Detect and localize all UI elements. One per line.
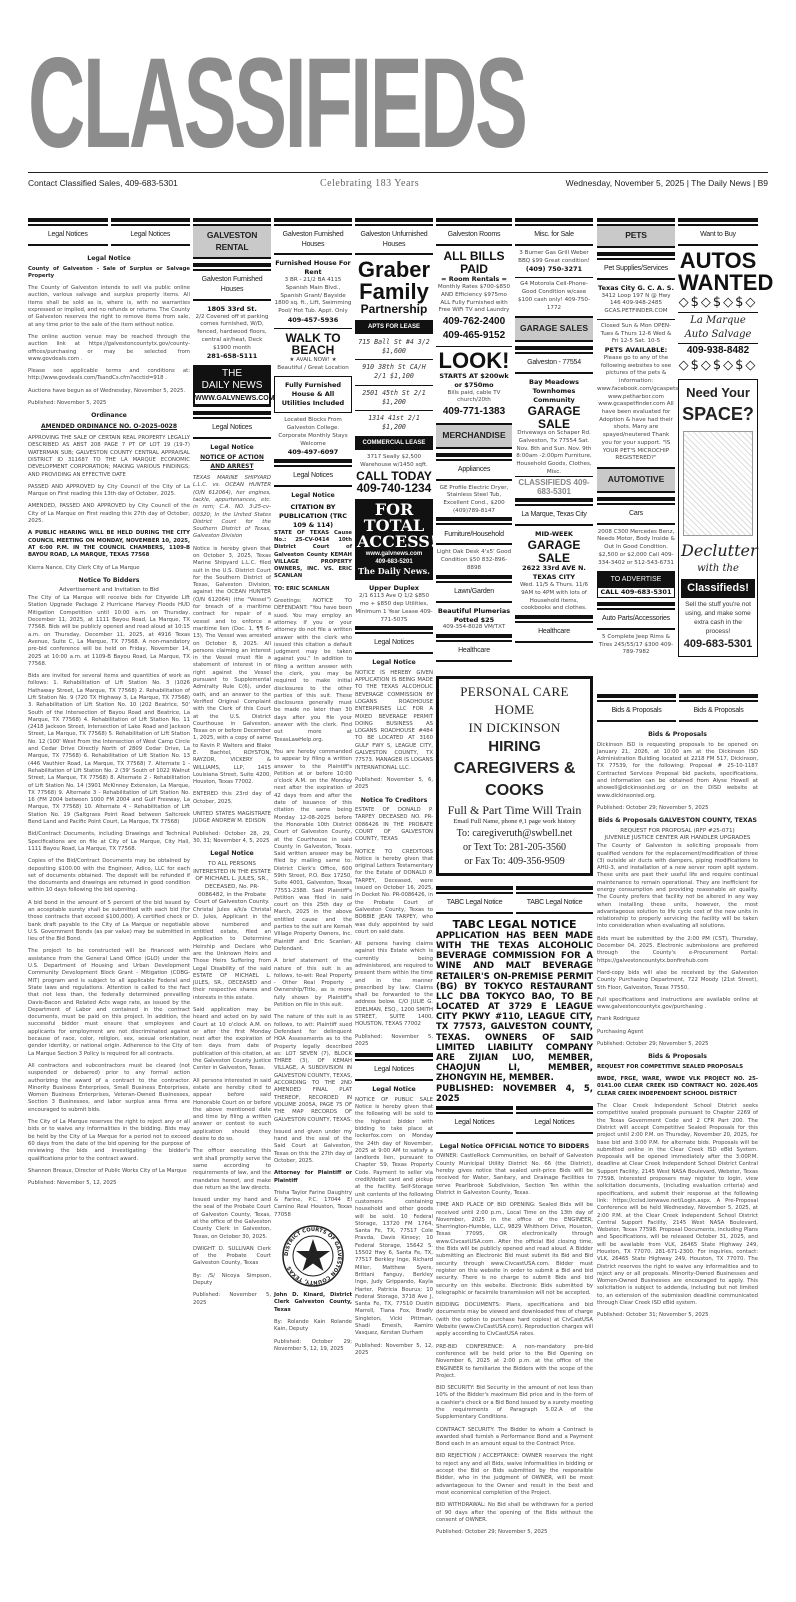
notice-bold-text: REQUEST FOR COMPETITIVE SEALED PROPOSALS <box>597 1063 744 1070</box>
notice-paragraph: NOTICE TO CREDITORS Notice is hereby given that original Letters Testamentary for the Estate of DONALD P. TARPEY, Deceased, were issued on October 16, 2025, in Docket No. PR-0086426, in the Probate Court of Galveston County, Texas to BOBBIE JEAN TARPEY, who was duly appointed by said court on said date. <box>355 848 433 935</box>
section-header-label: PETS <box>597 224 675 248</box>
daily-news-name: THE <box>222 368 242 380</box>
ad-text: Located Blocks From Galveston College. Corporate Monthly Stays Welcome <box>278 417 348 447</box>
section-header-label: Pet Supplies/Services <box>597 258 675 280</box>
ad-text: 3412 Loop 197 N @ Hwy 146 409-948-2485 GCAS.PETFINDER.COM <box>601 292 671 315</box>
ad-text: Bills paid, cable TV church/20th <box>447 389 501 404</box>
notice-heading: Bids & Proposals <box>648 1053 707 1061</box>
notice-paragraph: NOTICE IS HEREBY GIVEN APPLICATION IS BEING MADE TO THE TEXAS ALCOHOLIC BEVERAGE COMMISSION BY LOGANS ROADHOUSE ENTERPRISES LLC FOR A MIXED BEVERAGE PERMIT DOING BUSINESS AS LOGANS ROADHOUSE #484 TO BE LOCATED AT 3160 GULF FWY S, LEAGUE CITY, GALVESTON COUNTY, TX 77573. MANAGER IS LOGANS INTERNATIONAL LLC. <box>355 669 433 771</box>
notice-paragraph: UNITED STATES MAGISTRATE JUDGE ANDREW M. EDISON <box>193 811 271 825</box>
section-header-label: Legal Notices <box>355 1059 433 1081</box>
section-header <box>515 346 593 374</box>
section-header <box>436 218 512 246</box>
listing-banner <box>355 320 433 334</box>
section-header <box>597 252 675 280</box>
notice-paragraph: Bids are invited for several items and quantities of work as follows: 1. Rehabilitation of Lift Station No. 3 (1026 Hathaway Street, La Marque, TX 77568) 2. Rehabilitation of Lift Station No. 9 (720 TX Highway 3, La Marque, TX 77568) 3. Rehabilitation of Lift Station No. 10 (202 Beatrice, 50' South of the Intersection of Bayou Road and Beatrice, La Marque, TX 77568) 4. Rehabilitation of Lift Station No. 11 (2418 Jackson Street, Intersection of Lake Road and Jackson Street, La Marque, TX 77568) 5. Rehabilitation of Lift Station No. 12 (100' West From the Intersection of West Camp Circle and Cedar Drive Directly North of 2809 Cedar Drive, La Marque, TX 77568) 6. Rehabilitation of Lift Station No. 13 (446 Vauthier Road, La Marque, TX 77568) 7. Alternate 1 - Rehabilitation of Lift Station No. 2 (39' South of 1022 Walnut Street, La Marque, TX 77568) 8. Alternate 2 - Rehabilitation of Lift Station No. 14 (3901 McKinney Extension, La Marque, TX 77568) 9. Alternate 3 - Rehabilitation of Lift Station No. 16 (FM 2004 between 1000 FM 2004 and Gulf Freeway, La Marque, TX 77568) 10. Alternate 4 - Rehabilitation of Lift Station No. 19 (Saltgrass Point Road between Saltcreek Bend Land and Pacific Point Court, La Marque, TX 77568) <box>28 673 190 826</box>
section-header-label: Bids & Proposals <box>597 700 676 722</box>
section-header-label: Galveston Furnished Houses <box>193 269 271 300</box>
declutter-ad-line: SPACE? <box>682 404 754 425</box>
tabc-body: APPLICATION HAS BEEN MADE WITH THE TEXAS ALCOHOLIC BEVERAGE COMMISSION FOR A WINE AND MALT BEVERAGE RETAILER'S ON-PREMISE PERMIT (BG) BY TOKYCO RESTAURANT LLC DBA TOKYCO BAO, TO BE LOCATED AT 3729 E LEAGUE CITY PKWY #110, LEAGUE CITY, TX 77573, GALVESTON COUNTY, TEXAS. OWNERS OF SAID LIMITED LIABILITY COMPANY ARE ZIJIAN LUO, MEMBER, CHAOJUN LI, MEMBER, ZHONGYIN HE, MEMBER. <box>436 930 593 1084</box>
notice-heading: Legal Notice <box>210 443 254 451</box>
section-header-label: Lawn/Garden <box>436 581 512 603</box>
notice-heading: Notice To Bidders <box>78 576 140 584</box>
section-header <box>193 263 271 300</box>
notice-paragraph: Greetings: NOTICE TO DEFENDANT: "You have been sued. You may employ an attorney. If you or your attorney do not file a written answer with the clerk who issued this citation a default judgment may be taken against you." In addition to filing a written answer with the clerk, you may be required to make initial disclosures to the other parties of this suit. These disclosures generally must be made no later than 30 days after you file your answer with the clerk. Find out more at TexasLawHelp.org. <box>274 598 352 743</box>
declutter-ad <box>678 379 758 657</box>
notice-paragraph: APPROVING THE SALE OF CERTAIN REAL PROPERTY LEGALLY DESCRIBED AS ABST 208 PAGE 7 PT OF LOT 19 (19-7) WATERMAN SUB; GALVESTON COUNTY CENTRAL APPRAISAL DISTRICT ID 311687 TO THE LA MARQUE ECONOMIC DEVELOPMENT CORPORATION; MAKING VARIOUS FINDINGS; AND PROVIDING AN EFFECTIVE DATE <box>28 435 190 478</box>
notice-paragraph: OWNER: CastleRock Communities, on behalf of Galveston County Municipal Utility District No. 66 (the District), hereby gives notice that sealed unit-price Bids will be received for Water, Sanitary, and Drainage Facilities to serve Pearlbrook Subdivision, Section Ten within the District in Galveston County, Texas. <box>436 1153 593 1196</box>
ad-text: 2008 C300 Mercedes Benz, Needs Motor, Body Inside & Out In Good Condition. $2,500 or $2,000 Call 409-334-3402 or 512-543-6731 <box>597 528 675 566</box>
notice-paragraph: The online auction venue may be reached through the auction link at https://galvestoncountytx.gov/county-offices/purchasing or may be selected from www.govdeals.com . <box>28 333 190 362</box>
section-header-label: Galveston - 77554 <box>515 352 593 374</box>
notice-paragraph: The officer executing this writ shall promptly serve the same according to requirements of law, and the mandates hereof, and make due return as the law directs. <box>193 1148 271 1191</box>
notice-paragraph: NOTICE OF PUBLIC SALE Notice is hereby given that the following will be sold to the highest bidder with bidding to take place at lockerfox.com on Monday the 24th day of November, 2025 at 9:00 AM to satisfy a landlords lien, pursuant to Chapter 59, Texas Property Code. Payment to seller via credit/debit card and pickup at the facility. Self-Storage unit contents of the following customers containing household and other goods will be sold. 10 Federal Storage, 13720 FM 1764, Santa Fe, TX, 77517 Cole Pravda, Davis Kinsey; 10 Federal Storage, 15642 S. 15502 Hwy 6, Santa Fe, TX, 77517 Berkley Inge, Richard Miller, Matthew Syers, Brittani Fanguy, Berkley Inge, Judy Grippando, Kayla Harter, Patricia Bourus; 10 Federal Storage, 3718 Ave J, Santa Fe, TX, 77510 Dustin Marrell, Tiana Fox, Bradly Singleton, Vicki Pittman, Shadi Emesih, Ramiro Vasquez, Kerstan Durham <box>355 1096 433 1337</box>
divider <box>355 410 433 411</box>
ad-text: 2/1 6113 Ave Q 1/2 $850 mo + $850 dep Utilities, Minimum 1 Year Lease 409-771-5075 <box>355 593 433 623</box>
declutter-ad-line: Classifieds! <box>681 579 755 598</box>
section-header <box>515 615 593 643</box>
ad-heading: 281-658-5111 <box>206 352 258 361</box>
advertise-label: TO ADVERTISE <box>598 572 674 588</box>
district-court-seal <box>274 1224 352 1288</box>
notice-heading: Legal Notice <box>87 255 131 262</box>
notice-paragraph: Published: October 29; November 5, 2025 <box>597 1041 709 1048</box>
notice-paragraph: Published: November 5, 2025 <box>28 400 107 406</box>
ad-text: Please go to any of the following websites to see pictures of the pets & information: www.facebook.com/gcaspets www.petharbor.com www.gcaspetfinder.com All have been evaluated for Adoption & have had their shots. Many are spayed/neutered Thank you for your support. "IS YOUR PET'S MICROCHIP REGISTERED?" <box>597 354 679 462</box>
notice-paragraph: Published: November 5, 6, 2025 <box>355 776 433 791</box>
column-healthcare-tabc-legal <box>436 676 593 1568</box>
notice-heading: Bids & Proposals <box>648 731 707 738</box>
notice-bold-text: John D. Kinard, District Clerk Galveston County, Texas <box>274 1292 352 1313</box>
listing-text: 715 Ball St #4 3/2 $1,600 <box>358 338 430 356</box>
ad-text: ★ AVAIL NOW! ★ <box>289 357 337 363</box>
notice-paragraph: ENTERED this 23rd day of October, 2025. <box>193 791 271 805</box>
notice-paragraph: The Clear Creek Independent School District seeks competitive sealed proposals pursuant to Chapter 2269 of the Texas Government Code and 2 CFR Part 200. The District will accept Competitive Sealed Proposals for this project until 2:00 P.M. on Thursday, November 20, 2025, for base bid and 3:00 P.M. for alternate bids. Proposals will be submitted online in the Clear Creek ISD eBid System. Proposals will be opened immediately after the 3:00P.M. deadline at Clear Creek Independent School District Central Support Facility, 2145 West NASA Boulevard, Webster, Texas 77598. Interested proposers may register to login, view solicitation documents, (including evaluation criteria) and specifications, and submit their response at the following link: https://ccisd.ionwave.net/Login.aspx. A Pre-Proposal Conference will be held Wednesday, November 5, 2025, at 2:00 P.M. at the Clear Creek Independent School District Central Support Facility, 2145 West NASA Boulevard, Webster, Texas 77598. Proposal Documents, including Plans and Specifications, will be released October 31, 2025, and will be available from VLK, 26465 State Highway 249, Houston, TX 77070. 281-671-2300. For inquiries, contact: VLK, 26465 State Highway 249, Houston, TX 77070. The District reserves the right to waive any informalities and to reject any or all proposals. Minority-Owned Businesses and Women-Owned Businesses are encouraged to apply. This solicitation is subject to addenda, including but not limited to, an extension of the submission deadline communicated through Clear Creek ISD eBid system. <box>597 1103 758 1307</box>
notice-paragraph: PRE-BID CONFERENCE: A non-mandatory pre-bid conference will be held prior to the Bid Opening on November 6, 2025 at 2:00 p.m. at the office of the ENGINEER to familiarize the Bidders with the scope of the Project. <box>436 1343 593 1379</box>
notice-paragraph: Bids must be submitted by the 2:00 PM (CST), Thursday, December 04, 2025. Electronic submissions are preferred through the County's e-Procurement Portal: https://galvestoncountytx.bonfirehub.com <box>597 935 758 964</box>
section-header <box>355 626 433 654</box>
listing-banner <box>355 436 433 450</box>
ad-text: 3717 Seally $2,500 Warehouse w/1450 sqft. <box>360 454 428 468</box>
section-header-pair <box>28 216 190 250</box>
total-access-headline: FOR TOTAL ACCESS! <box>357 499 437 551</box>
section-header-label: Legal Notices <box>516 1112 593 1134</box>
notice-paragraph: All persons interested in said estate are hereby cited to appear before said Honorable Court on or before the above mentioned date and time by filing a written answer or contest to such application should they desire to do so. <box>193 1077 271 1143</box>
ad-phone: 409-771-1383 <box>442 406 506 417</box>
listing-text: 2501 45th St 2/1 $1,200 <box>362 388 426 406</box>
notice-paragraph: Frank Rodriguez <box>597 1016 640 1023</box>
ad-heading: 409-497-6097 <box>287 448 339 457</box>
notice-heading: Legal Notice <box>372 659 416 667</box>
ad-text: GE Profile Electric Dryer, Stainless Steel Tub, Excellent Cond., $200 (409)789-8147 <box>439 484 509 514</box>
notice-paragraph: Kierra Nance, City Clerk City of La Marque <box>28 564 140 571</box>
section-header <box>516 886 593 918</box>
section-header <box>436 634 512 662</box>
ad-heading: PETS AVAILABLE: <box>604 346 668 354</box>
ad-heading: 1805 33rd St. <box>207 304 257 313</box>
section-header <box>436 453 512 481</box>
declutter-ad-line: with the <box>697 563 739 575</box>
divider <box>355 359 433 360</box>
notice-paragraph: The nature of this suit is as follows, to wit: Plaintiff sued Defendant for delinquent HOA Assessments as to the Property legally described as: LOT SEVEN (7), BLOCK THREE (3), OF KEMAH VILLAGE, A SUBDIVISION IN GALVESTON COUNTY, TEXAS, ACCORDING TO THE 2ND AMENDED FINAL PLAT THEREOF, RECORDED IN VOLUME 2005A, PAGE 75 OF THE MAP RECORDS OF GALVESTON COUNTY, TEXAS. <box>274 1014 352 1123</box>
ad-text: Closed Sun & Mon OPEN-Tues & Thurs 12-6 Wed & Fri 12-5 Sat. 10-5 <box>600 322 672 345</box>
ad-text: 2/2 Covered off st parking comes furnished, W/D, fenced, hardwood floors, central air/heat, Deck $1900 month <box>195 313 269 351</box>
daily-news-logo: The Daily News. <box>358 566 430 577</box>
notice-paragraph: Trisha Taylor Farine Daughtry & Farine, P.C. 17044 El Camino Real Houston, Texas 77058 <box>274 1189 352 1218</box>
section-header-label: Bids & Proposals <box>679 700 758 722</box>
caregiver-ad-line: IN DICKINSON <box>468 719 561 735</box>
section-header-label: Misc. for Sale <box>515 224 593 246</box>
ad-text: 5 Complete Jeep Rims & Tires 245/55/17 $300 409-789-7982 <box>598 633 674 656</box>
column-rooms-merchandise <box>436 216 512 674</box>
column-want-to-buy <box>678 216 774 692</box>
caregiver-hiring-ad <box>436 676 593 876</box>
notice-paragraph: Published: October 29; November 5, 2025 <box>597 804 709 811</box>
section-header-pair <box>436 884 593 918</box>
section-header <box>436 1106 513 1138</box>
notice-paragraph: All persons having claims against this Estate which is currently being administered, are required to present them within the time and in the manner prescribed by law. Claims shall be forwarded to the address below. C/O JULIE G. EDELMAN, ESQ., 1200 SMITH STREET, SUITE 1400, HOUSTON, TEXAS 77002 <box>355 941 433 1028</box>
column-bids-proposals <box>597 692 758 1568</box>
ad-heading: Beautiful Plumerias Potted $25 <box>437 606 511 624</box>
section-header-label: Appliances <box>436 459 512 481</box>
notice-paragraph: Published: November 5, 12, 2025 <box>28 1180 117 1187</box>
notice-paragraph: Published: November 5, 2025 <box>193 1292 271 1306</box>
tabc-body: PUBLISHED: NOVEMBER 4, 5, 2025 <box>436 1083 593 1104</box>
section-header-label: TABC Legal Notice <box>516 892 593 914</box>
section-header-label: TABC Legal Notice <box>436 892 513 914</box>
district-court-seal-icon <box>281 1224 345 1288</box>
ad-text: 3 BR - 21/2 BA 4115 Spanish Main Blvd., Spanish Grant/ Bayside 1800 sq. ft., Lift, Swimming Pool/ Hot Tub. Appt. Only <box>274 277 352 315</box>
contact-line: Contact Classified Sales, 409-683-5301 <box>28 178 178 188</box>
section-header <box>193 411 271 439</box>
section-header <box>597 218 675 248</box>
dollar-signs-icon: ◇$◇$◇$◇ <box>678 295 758 310</box>
notice-paragraph: A brief statement of the nature of this suit is as follows, to-wit: Real Property - Other Real Property - Ownership/Title, as is more fully shown by Plaintiff's Petition on file in this suit. <box>274 958 352 1009</box>
notice-paragraph: Auctions have begun as of Wednesday, November 5, 2025. <box>28 387 186 394</box>
section-header <box>436 575 512 603</box>
ad-heading: Furnished House For Rent <box>275 259 351 277</box>
notice-subheading: AMENDED ORDINANCE NO. O-2025-0028 <box>40 422 178 430</box>
section-header <box>436 517 512 545</box>
ad-text: Light Oak Desk 4'x5' Good Condition $50 832-896-8898 <box>436 549 512 571</box>
ad-text: 3 Burner Gas Grill Weber BBQ $99 Great condition! <box>518 250 590 264</box>
notice-paragraph: A bid bond in the amount of 5 percent of the bid issued by an acceptable surety shall be submitted with each bid (for those contracts that exceed $100,000). A certified check or bank draft payable to the City of La Marque or negotiable U.S. Government Bonds (as par value) may be submitted in lieu of the Bid Bond. <box>28 899 190 943</box>
notice-paragraph: Christal Jules a/k/a Christal D. Jules, Applicant in the above numbered and entitled estate, filed an Application to Determine Heirship and Declare who are the Unknown Heirs and Those Heirs Suffering from Legal Disability of the said ESTATE OF MICHAEL L. JULES, SR., DECEASED and their respective shares and interests in this estate. <box>193 907 271 1001</box>
ad-heading: Upper Duplex <box>369 584 419 593</box>
ad-heading: Texas City G. C. A. S. <box>598 283 674 292</box>
notice-paragraph: Hard-copy bids will also be received by the Galveston County Purchasing Department, 722 Moody (21st Street), 5th Floor, Galveston, Texas 77550. <box>597 969 758 991</box>
section-header-label: Furniture/Household <box>436 523 512 545</box>
notice-paragraph: Issued and given under my hand and the seal of the Said Court at Galveston, Texas on this the 27th day of October, 2025. <box>274 1128 352 1164</box>
ad-heading: STARTS AT $200wk or $750mo <box>439 371 509 389</box>
column-pets-automotive <box>597 216 679 692</box>
caregiver-ad-line: Full & Part Time Will Train <box>447 802 582 817</box>
total-access-phone: 409-683-5201 <box>375 559 413 566</box>
notice-heading: Legal Notice <box>372 1086 416 1094</box>
notice-paragraph: CONTRACT SECURITY: The Bidder to whom a Contract is awarded shall furnish a Performance Bond and a Payment Bond each in an amount equal to the Contract Price. <box>436 1426 593 1448</box>
ad-text: REQUEST FOR PROPOSAL (RFP #25-071) <box>620 827 735 834</box>
section-header-label: Want to Buy <box>678 224 758 246</box>
notice-heading: Legal Notice OFFICIAL NOTICE TO BIDDERS <box>439 1142 590 1150</box>
tabc-heading: TABC LEGAL NOTICE <box>452 917 577 931</box>
notice-paragraph: The County of Galveston is soliciting proposals from qualified vendors for the replacement/modification of three (3) outside air ducts with dampers, piping modifications to AHU-3, and installation of a new server room split system. These units are past their useful life and require continual maintenance to remain operational. They are inefficient for energy consumption and providing reasonable air quality. The County prefers that facility not be altered in any way when installing these units, however, the most advantageous solution to life cycle cost of the new units in relationship to properly servicing the facility will be taken into consideration when evaluating all solutions. <box>597 843 758 930</box>
notice-paragraph: Published: October 29; November 5, 2025 <box>436 1529 548 1536</box>
notice-paragraph: BIDDING DOCUMENTS: Plans, specifications and bid documents may be viewed and downloaded free of charge (with the option to purchase hard copies) at CivCastUSA Website (www.CivCastUSA.com). Reproduction charges will apply according to CivCastUSA rates. <box>436 1302 593 1338</box>
notice-bold-text: County of Galveston - Sale of Surplus or Salvage Property <box>28 265 190 279</box>
divider <box>597 319 675 320</box>
ad-display-headline: Graber Family <box>357 257 431 305</box>
column-galveston-rental <box>193 216 275 1568</box>
ad-text: 409-354-8028 VM/TXT <box>442 624 506 631</box>
section-header <box>515 218 593 246</box>
section-header-label: Legal Notices <box>193 417 271 439</box>
notice-paragraph: Said application may be heard and acted on by said Court at 10 o'clock A.M. on or after the first Monday next after the expiration of ten days from date of publication of this citation, at the Galveston County Justice Center in Galveston, Texas. <box>193 1006 271 1072</box>
declutter-ad-line: Declutter <box>681 541 758 561</box>
notice-paragraph: Published: October 28, 29, 30, 31; November 4, 5, 2025 <box>193 830 271 844</box>
notice-paragraph: Purchasing Agent <box>597 1028 644 1035</box>
section-header-label: Legal Notices <box>355 632 433 654</box>
divider <box>355 385 433 386</box>
section-header <box>436 886 513 918</box>
ad-heading: = Room Rentals = <box>440 275 508 284</box>
ad-display-headline: LOOK! <box>438 347 510 373</box>
listing-text: 910 38th St CA/H 2/1 $1,100 <box>362 363 426 381</box>
notice-italic-text: TEXAS MARINE SHIPYARD L.L.C. vs. OCEAN HUNTER (O/N 612064), her engines, tackle, appurtenances, etc. in rem; C.A. NO. 3:25-cv-00320; In the United States District Court for the Southern District of Texas, Galveston Division <box>193 475 271 540</box>
section-header-label: GALVESTON RENTAL <box>193 224 271 259</box>
section-header-label: Legal Notices <box>111 224 191 246</box>
ad-feature-box: Fully Furnished House & All Utilities Included <box>274 376 352 413</box>
ad-phone: 409-938-8482 <box>686 344 750 356</box>
notice-paragraph: By: Rolande Kain Rolande Kain, Deputy <box>274 1318 352 1333</box>
notice-paragraph: Full specifications and instructions are available online at www.galvestoncountytx.gov/purchasing . <box>597 996 758 1011</box>
notice-paragraph: Published: October 31; November 5, 2025 <box>597 1312 709 1319</box>
notice-paragraph: BID WITHDRAWAL: No Bid shall be withdrawn for a period of 90 days after the opening of the Bids without the consent of OWNER. <box>436 1502 593 1523</box>
caregiver-ad-line: or Text To: 281-205-3560 <box>463 841 566 853</box>
classifieds-logo: CLASSIFIEDS 409-683-5301 <box>515 476 593 496</box>
ad-text: Driveways on Schaper Rd. Galveston, Tx 77554 Sat. Nov. 8th and Sun. Nov. 9th 8:00am -2:00pm Furniture, Household Goods, Clothes, Misc. <box>516 430 592 475</box>
notice-paragraph: The County of Galveston intends to sell via public online auction, various salvage and surplus property items. All items shall be sold as is, where is, with no warranties expressed or implied, and no refunds or returns. The County of Galveston reserves the right to remove items from sale, at any time prior to the sale of the item without notice. <box>28 285 190 328</box>
masthead-rule <box>28 172 768 173</box>
notice-heading: Notice To Creditors <box>360 796 428 804</box>
ad-text: Wed. 11/5 & Thurs. 11/6 9AM to 4PM with lots of Household items, cookbooks and clothes. <box>519 582 589 612</box>
notice-paragraph: BID SECURITY: Bid Security in the amount of not less than 10% of the Bidder's maximum Bid price and in the form of a cashier's check or a Bid Bond issued by a surety meeting the requirements of Paragraph 5.02.A of the Supplementary Conditions. <box>436 1385 593 1421</box>
section-header <box>355 218 433 255</box>
ad-text: Advertisement and Invitation to Bid <box>59 587 159 594</box>
dollar-signs-icon: ◇$◇$◇$◇ <box>678 358 758 374</box>
advertise-box <box>597 571 675 598</box>
notice-paragraph: AMENDED, PASSED AND APPROVED by City Council of the City of La Marque on First reading this 27th day of October, 2025. <box>28 503 190 525</box>
ad-text: JUVENILE JUSTICE CENTER AIR HANDLER UPGRADES <box>604 835 751 842</box>
column-furnished-houses <box>274 216 352 1568</box>
seal-lettering: DISTRICT COURTS OF GALVESTON COUNTY, TEXAS <box>283 1227 343 1286</box>
section-header <box>516 1106 593 1138</box>
section-header <box>274 459 352 487</box>
ad-headline: Partnership <box>360 302 428 317</box>
section-header-label: Galveston Rooms <box>436 224 512 246</box>
section-header-label: Legal Notices <box>28 224 108 246</box>
divider <box>436 346 512 347</box>
notice-heading: Legal Notice <box>291 492 335 500</box>
notice-paragraph: Published: November 5, 12, 2025 <box>355 1342 433 1356</box>
ad-headline: ALL BILLS PAID <box>443 249 505 276</box>
divider <box>274 328 352 329</box>
star-icon <box>296 1239 330 1271</box>
section-header <box>274 218 352 255</box>
ad-heading: Bay Meadows Townhomes Community <box>529 378 579 404</box>
caregiver-ad-line: CAREGIVERS & COOKS <box>453 759 576 799</box>
section-header-label: Galveston Furnished Houses <box>274 224 352 255</box>
section-header-label: Legal Notices <box>274 465 352 487</box>
notice-bold-text: Attorney for Plaintiff or Plaintiff <box>274 1170 352 1184</box>
notice-paragraph: Shannon Breaux, Director of Public Works City of La Marque <box>28 1167 187 1174</box>
ad-headline: WALK TO BEACH <box>285 330 341 358</box>
section-header <box>111 218 191 250</box>
notice-paragraph: By: /S/ Nicoya Simpson, Deputy <box>193 1272 271 1287</box>
notice-paragraph: BID REJECTION / ACCEPTANCE: OWNER reserves the right to reject any and all Bids, waive informalities in bidding or accept the Bid or Bids submitted by the responsible Bidder, who in the judgment of OWNER, will be most advantageous to the Owner and result in the best and most economical completion of the Project. <box>436 1453 593 1496</box>
daily-news-ad <box>193 365 275 407</box>
section-header <box>597 602 675 630</box>
section-header-label: Cars <box>597 503 675 525</box>
section-header-label: Auto Parts/Accessories <box>597 608 675 630</box>
ad-text: Monthly Rates $700-$850 AND Efficiency $975mo ALL Fully Furnished with Free WiFi TV and Laundry <box>437 284 511 314</box>
section-header-label: Healthcare <box>436 640 512 662</box>
notice-paragraph: Dickinson ISD is requesting proposals to be opened on January 21, 2026, at 10:00 am at the Dickinson ISD Administration Building located at 2218 FM 517, Dickinson, TX 77539, for the following: Proposal # 25-10-1187 Contracted Services Proposal bid packets, specifications, and information can be obtained from Alyse Howell at ahowell@dickinsonisd.org or on the DISD website at www.dickinsonisd.org. <box>597 741 758 799</box>
section-header-label: Legal Notices <box>436 1112 513 1134</box>
notice-paragraph: ESTATE OF DONALD P. TARPEY DECEASED NO. PR-0086426 IN THE PROBATE COURT OF GALVESTON COUNTY, TEXAS <box>355 807 433 843</box>
section-header <box>597 497 675 525</box>
listing-banner-label: COMMERCIAL LEASE <box>362 439 426 446</box>
listing-text: 1314 41st 2/1 $1,200 <box>368 413 420 431</box>
caregiver-ad-line: PERSONAL CARE HOME <box>460 684 569 717</box>
section-header <box>679 694 758 726</box>
section-header <box>355 1053 433 1081</box>
column-unfurnished-houses <box>355 216 437 1568</box>
notice-paragraph: DWIGHT D. SULLIVAN Clerk of the Probate Court Galveston County, Texas <box>193 1245 271 1267</box>
section-header <box>28 218 108 250</box>
notice-paragraph: The City of La Marque reserves the right to reject any or all bids or to waive any informalities in the bidding. Bids may be held by the City of La Marque for a period not to exceed 60 days from the date of the bid opening for the purpose of reviewing the bids and investigating the bidder's qualifications prior to the contract award. <box>28 1119 190 1162</box>
advertise-phone: CALL 409-683-5301 <box>600 588 672 596</box>
category-banner: MERCHANDISE <box>436 423 512 449</box>
daily-news-url: WWW.GALVNEWS.COM <box>195 395 275 403</box>
notice-paragraph: The City of La Marque will receive bids for Citywide Lift Station Upgrade Package 2 Hurricane Harvey Floods HUD Mitigation Competition until 10:00 a.m. on Thursday, December 11, 2025, at 1111 Bayou Road, La Marque, TX 77568. Bids will be publicly opened and read aloud at 10:15 a.m. on Thursday, December 11, 2025, at 4916 Texas Avenue, Suite C, La Marque, TX 77568. A non-mandatory pre-bid conference will be held on Friday, November 14, 2025 at 10:00 a.m. at 1109-B Bayou Road, La Marque, TX 77568. <box>28 595 190 667</box>
section-header-label: Healthcare <box>515 621 593 643</box>
ad-text: G4 Motorola Cell-Phone-Good Condition w/case $100 cash only! 409-750-1772 <box>518 281 590 311</box>
section-header-pair <box>597 692 758 726</box>
notice-paragraph: Please see applicable terms and conditions at: http://www.govdeals.com/TsandCs.cfm?acctid=918 . <box>28 368 190 382</box>
caregiver-ad-line: HIRING <box>488 737 541 755</box>
notice-bold-text: BWDE, FRGE, WARE, WWDE VLK PROJECT NO. 25-0141.00 CLEAR CREEK ISD CONTRACT NO. 2026.405 CLEAR CREEK INDEPENDENT SCHOOL DISTRICT <box>597 1076 758 1097</box>
ad-heading: (409) 750-3271 <box>525 265 583 274</box>
column-legal-notices <box>28 216 190 1568</box>
notice-paragraph: You are hereby commanded to appear by filing a written answer to the Plaintiff's Petition at or before 10:00 o'clock A.M. on the Monday next after the expiration of 42 days from and after the date of issuance of this citation the same being Monday 12-08-2025 before the Honorable 10th District Court of Galveston County, at the Courthouse in said County in Galveston, Texas. Said written answer may be filed by mailing same to: District Clerk's Office, 600 59th Street, P.O. Box 17250, Suite 4001, Galveston, Texas 77551-2388. Said Plaintiff's Petition was filed in said court on this 25th day of March, 2025 in the above entitled cause and the parties to the suit are Kemah Village Property Owners, Inc. Plaintiff and Eric Scanlan, Defendant. <box>274 748 352 952</box>
total-access-ad <box>355 499 437 581</box>
ad-text: TO ALL PERSONS INTERESTED IN THE ESTATE OF MICHAEL L. JULES, SR., DECEASED, No. PR-0086482, in the Probate Court of Galveston County. <box>193 860 271 906</box>
declutter-ad-line: Need Your <box>686 385 750 401</box>
notice-subheading: NOTICE OF ACTION AND ARREST <box>200 454 264 470</box>
daily-news-name: DAILY NEWS <box>201 379 263 391</box>
section-header <box>678 218 758 246</box>
notice-paragraph: The project to be constructed will be financed with assistance from the General Land Office (GLO) under the U.S. Department of Housing and Urban Development Community Development Block Grant - Mitigation (CDBG-MIT) program and is subject to all applicable Federal and State laws and regulations. Attention is called to the fact that not less than, the federally determined prevailing Davis-Bacon and Related Acts wage rate, as issued by the Department of Labor and contained in the contract documents, must be paid on this project. In addition, the successful bidder must ensure that employees and applicants for employment are not discriminated against because of race, color, religion, sex, sexual orientation, gender identity, or national origin. Adherence to the City of La Marque Section 3 Policy is required for all contracts. <box>28 948 190 1057</box>
notice-bold-text: TO: ERIC SCANLAN <box>274 585 330 592</box>
caregiver-ad-line: or Fax To: 409-356-9509 <box>464 855 565 867</box>
section-header-label: Galveston Unfurnished Houses <box>355 224 433 255</box>
section-header <box>515 498 593 526</box>
category-banner: GARAGE SALES <box>515 316 593 342</box>
notice-bold-text: STATE OF TEXAS Cause No.: 25-CV-0414 10th District Court of Galveston County KEMAH VILLAGE PROPERTY OWNERS, INC. VS. ERIC SCANLAN <box>274 529 352 580</box>
notice-paragraph: Published: November 5, 2025 <box>355 1033 433 1047</box>
notice-heading: Bids & Proposals GALVESTON COUNTY, TEXAS <box>598 817 757 825</box>
notice-heading: Legal Notice <box>210 850 254 858</box>
caregiver-ad-line: Email Full Name, phone #,1 page work history <box>453 818 576 826</box>
notice-heading: Ordinance <box>91 412 127 420</box>
section-header-label: La Marque, Texas City <box>515 504 593 526</box>
dateline: Wednesday, November 5, 2025 | The Daily News | B9 <box>565 178 768 188</box>
notice-paragraph: Bid/Contract Documents, including Drawings and Technical Specifications are on file at City of La Marque, City Hall, 1111 Bayou Road, La Marque, TX 77568. <box>28 831 190 852</box>
section-masthead: CLASSIFIEDS <box>28 32 526 175</box>
ad-headline: GARAGE SALE <box>527 403 581 431</box>
declutter-illustration-icon <box>683 431 753 536</box>
listing-banner-label: APTS FOR LEASE <box>367 323 420 330</box>
ad-display-headline: AUTOS WANTED <box>678 248 774 295</box>
section-header-pair <box>436 1104 593 1138</box>
column-misc-garage-sales <box>515 216 593 674</box>
section-header <box>193 218 271 259</box>
notice-bold-text: A PUBLIC HEARING WILL BE HELD DURING THE CITY COUNCIL MEETING ON MONDAY, NOVEMBER 10, 2025, AT 6:00 P.M. IN THE COUNCIL CHAMBERS, 1109-B BAYOU ROAD, LA MARQUE, TEXAS 77568 <box>28 530 190 559</box>
notice-paragraph: TIME AND PLACE OF BID OPENING: Sealed Bids will be received until 2:00 p.m., Local Time on the 13th day of November, 2025 in the office of the ENGINEER, Sherrington-Humble, LLC, 9829 Whithorn Drive, Houston, Texas 77095, OR electronically through www.CivcastUSA.com. After the official Bid closing time, the Bids will be publicly opened and read aloud. A Bidder submitting an Electronic Bid must submit its Bid and Bid security through www.CivcastUSA.com. Bidder must register on this website in order to submit a Bid and bid security. There is no charge to submit Bids and bid security on this website. Electronic Bids submitted by telegraphic or facsimile transmission will not be accepted. <box>436 1202 593 1296</box>
ad-headline: CALL TODAY 409-740-1234 <box>356 468 432 496</box>
notice-paragraph: Issued under my hand and the seal of the Probate Court of Galveston County, Texas, at the office of the Galveston County Clerk in Galveston, Texas, on October 30, 2025. <box>193 1197 271 1240</box>
ad-text: Beautiful / Great Location <box>277 364 349 371</box>
declutter-ad-phone: 409-683-5301 <box>683 637 753 650</box>
divider <box>515 277 593 278</box>
notice-paragraph: All contractors and subcontractors must be cleared (not suspended or debarred) prior to any formal action authorizing the award of a contract to the contractor. Minority Business Enterprises, Small Business Enterprises, Women Business Enterprises, Veteran-Owned Businesses, Section 3 Businesses, and labor surplus area firms are encouraged to submit bids. <box>28 1062 190 1113</box>
ad-heading: CITATION BY PUBLICATION (TRC 109 & 114) <box>278 502 348 529</box>
celebrating-banner: Celebrating 183 Years <box>320 178 420 189</box>
ad-headline: GARAGE SALE <box>527 538 581 565</box>
ad-heading: 409-457-5936 <box>287 315 339 324</box>
business-name: La Marque Auto Salvage <box>678 312 758 344</box>
category-banner: AUTOMOTIVE <box>597 467 675 493</box>
ad-heading: 2622 33rd AVE N. TEXAS CITY <box>522 564 586 582</box>
caregiver-ad-line: To: caregiveruth@swbell.net <box>456 828 573 840</box>
declutter-ad-line: Sell the stuff you're not using, and make some extra cash in the process! <box>685 601 751 635</box>
notice-paragraph: PASSED AND APPROVED by City Council of the City of La Marque on First reading this 13th day of October, 2025. <box>28 483 190 498</box>
ad-heading: MID-WEEK <box>535 530 573 539</box>
total-access-url: www.galvnews.com <box>365 550 423 557</box>
ad-phone: 409-762-2400 409-465-9152 <box>442 316 506 341</box>
notice-paragraph: Copies of the Bid/Contract Documents may be obtained by depositing $100.00 with the Engineer, Adico, LLC for each set of documents obtained. The deposit will be refunded if the documents and drawings are returned in good condition within 10 days following the bid opening. <box>28 858 190 894</box>
notice-paragraph: Notice is hereby given that on October 3, 2025, Texas Marine Shipyard L.L.C. filed suit in the U.S. District Court for the Southern District of Texas, Galveston Division, against the OCEAN HUNTER (O/N 612064) (the "Vessel") for breach of a maritime contract for repair of a vessel and to enforce a maritime lien (Doc. 1, ¶¶ 6-13). The Vessel was arrested on October 8, 2025. All persons claiming an interest in the Vessel must file a statement of interest in or right against the Vessel pursuant to Supplemental Admiralty Rule C(6), under oath, and an answer to the Verified Original Complaint with the Clerk of this Court at the U.S. District Courthouse in Galveston, Texas on or before December 1, 2025, with a copy of same to Kevin P. Walters and Blake E. Bachtel, ROYSTON, RAYZOR, VICKERY & WILLIAMS, LLP, 1415 Louisiana Street, Suite 4200, Houston, Texas 77002. <box>193 545 271 786</box>
section-header <box>597 694 676 726</box>
notice-paragraph: Published: October 29; November 5, 12, 19, 2025 <box>274 1338 352 1352</box>
